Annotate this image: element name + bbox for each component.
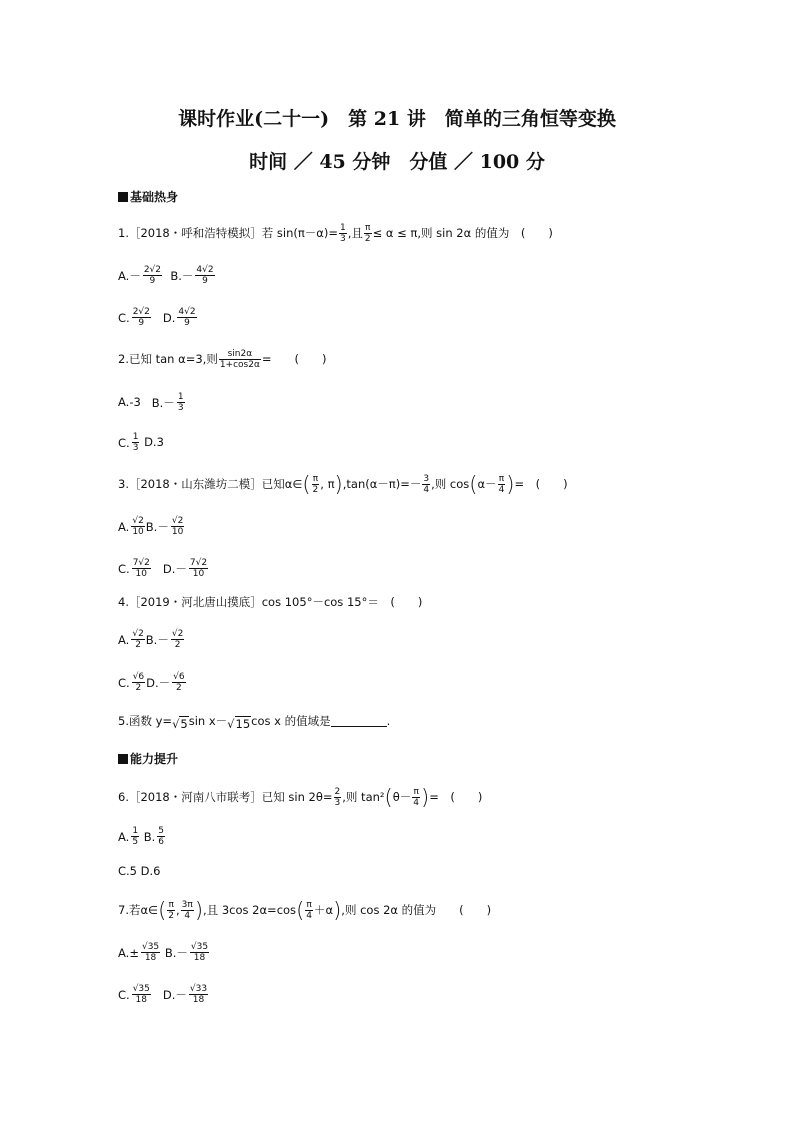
q7-option-d-frac [189,984,208,1005]
q1-stem-c: ≤ α ≤ π,则 sin 2α 的值为 ( ) [372,226,553,240]
q6-option-b-label: B. [143,829,156,844]
q3-stem-d: ,则 cos [431,477,470,491]
q4-a-num: √2 [132,629,144,639]
q1-a-num: 2√2 [143,265,162,275]
q2-options-cd [118,432,164,453]
q6-frac-1 [334,787,342,808]
q7-option-d-label: D.－ [162,987,187,1002]
q1-option-b-label: B.－ [170,268,194,283]
q5-stem-c: cos x 的值域是 [251,714,331,728]
q3-a-num: √2 [132,516,144,526]
q5-sqrt-2-radicand: 15 [235,717,251,731]
q4-c-num: √6 [132,672,145,682]
q3-stem-c: ,tan(α－π)=－ [342,477,422,491]
question-6 [118,787,482,808]
q1-options-ab [118,265,216,286]
q3-option-a-label: A. [118,519,130,534]
q3-option-d-label: D.－ [162,561,187,576]
q6-frac-2 [412,787,420,808]
section-advanced-label: 能力提升 [130,752,179,766]
q7-option-c-frac [132,984,151,1005]
q5-sqrt-1-radicand: 5 [180,717,188,731]
q7-frac-3 [305,900,313,921]
q1-option-d-frac [177,307,196,328]
q7-paren2-open: ( [296,898,305,923]
q1-b-num: 4√2 [196,265,214,275]
section-basic [118,188,178,205]
q6-paren-open: ( [384,785,393,810]
q3-paren2-close: ) [506,472,515,497]
question-4: 4.［2019・河北唐山摸底］cos 105°－cos 15°＝ ( ) [118,595,423,609]
q1-d-den: 9 [184,318,190,328]
q4-d-num: √6 [173,672,185,682]
q7-stem-a: 7.若α∈ [118,903,159,917]
q4-c-den: 2 [135,683,142,693]
q4-b-num: √2 [171,629,184,639]
q1-stem-b: ,且 [347,226,363,240]
q2-stem-a: 2.已知 tan α=3,则 [118,352,218,366]
q3-option-b-label: B.－ [145,519,169,534]
q4-options-cd [118,672,187,693]
q6-stem-a: 6.［2018・河南八市联考］已知 sin 2θ= [118,790,333,804]
q1-option-c-label: C. [118,310,130,325]
question-1 [118,223,553,244]
q6-frac-2-den: 4 [413,798,420,808]
q7-stem-d: ,则 cos 2α 的值为 ( ) [341,903,492,917]
q1-frac-1 [339,223,347,244]
q3-option-a-frac [131,516,144,537]
q6-frac-1-den: 3 [334,798,341,808]
q4-option-d-frac [172,672,185,693]
q3-frac-2-num: 3 [423,474,430,484]
q1-c-den: 9 [138,318,145,328]
q2-options-ab [118,392,186,413]
q2-c-den: 3 [132,443,139,453]
q3-option-b-frac [171,516,184,537]
q1-frac-1-num: 1 [339,223,346,233]
q4-option-d-label: D.－ [146,675,171,690]
section-advanced [118,750,178,767]
q7-paren-close: ) [194,898,204,923]
q3-frac-1-num: π [312,474,319,484]
q6-a-den: 5 [132,837,139,847]
q6-stem-b: ,则 tan² [342,790,385,804]
q3-c-den: 10 [135,569,147,579]
q3-paren2-open: ( [469,472,478,497]
page-subtitle: 时间 ／ 45 分钟 分值 ／ 100 分 [249,151,545,173]
q5-stem-b: sin x－ [188,714,228,728]
q4-a-den: 2 [135,640,141,650]
q3-option-c-frac [132,558,151,579]
q4-options-ab [118,629,185,650]
q3-option-d-frac [189,558,208,579]
q6-frac-1-num: 2 [334,787,341,797]
q7-option-a-frac [141,942,160,963]
q6-paren-close: ) [421,785,430,810]
q1-a-den: 9 [149,276,156,286]
question-2 [118,349,327,370]
square-bullet-icon [118,192,128,202]
q7-frac-3-num: π [306,900,312,910]
q3-frac-1 [312,474,320,495]
q2-option-c-label: C. [118,435,130,450]
q4-d-den: 2 [176,683,182,693]
q6-stem-d: = ( ) [429,790,483,804]
q5-sqrt-1: √5 [172,717,188,731]
q2-frac-num: sin2α [219,349,261,360]
q2-c-num: 1 [132,432,139,442]
q2-b-den: 3 [177,403,184,413]
q1-b-den: 9 [202,276,208,286]
q7-frac-1-num: π [168,900,174,910]
q6-option-b-frac [157,826,165,847]
q3-frac-3-num: π [498,474,505,484]
q4-b-den: 2 [174,640,181,650]
q2-option-b-frac [177,392,185,413]
q1-frac-2 [364,223,372,244]
q6-a-num: 1 [132,826,139,836]
q3-stem-e: α－ [477,477,497,491]
q7-b-den: 18 [193,953,206,963]
q7-frac-2-num: 3π [181,900,193,910]
q6-options-cd: C.5 D.6 [118,864,161,878]
q4-option-b-label: B.－ [145,632,169,647]
q6-frac-2-num: π [413,787,419,797]
q1-option-c-frac [132,307,151,328]
q6-option-a-frac [131,826,139,847]
q2-option-a: A.-3 [118,395,141,409]
q1-frac-2-num: π [365,223,371,233]
q7-a-num: √35 [141,942,160,952]
q3-b-num: √2 [171,516,184,526]
q3-options-ab [118,516,185,537]
q3-frac-2-den: 4 [423,485,430,495]
q7-frac-2-den: 4 [184,911,191,921]
q2-frac-den: 1+cos2α [219,360,260,370]
q4-option-a-frac [131,629,144,650]
q6-b-den: 6 [158,837,164,847]
q7-frac-3-den: 4 [306,911,312,921]
q2-b-num: 1 [177,392,184,402]
q1-frac-1-den: 3 [339,234,346,244]
q2-stem-b: = ( ) [261,352,327,366]
q3-stem-a: 3.［2018・山东潍坊二模］已知α∈ [118,477,303,491]
q1-option-b-frac [195,265,214,286]
q3-option-c-label: C. [118,561,130,576]
q7-a-den: 18 [144,953,157,963]
q1-c-num: 2√2 [132,307,150,317]
q6-b-num: 5 [158,826,164,836]
q7-frac-2 [181,900,194,921]
q7-frac-1 [167,900,175,921]
q7-stem-c: ＋α [314,903,334,917]
q4-option-a-label: A. [118,632,130,647]
q1-frac-2-den: 2 [364,234,371,244]
q3-frac-1-den: 2 [312,485,319,495]
q5-stem-d: . [386,714,391,728]
question-5 [118,713,390,732]
q2-frac [219,349,261,370]
q1-option-a-label: A.－ [118,268,141,283]
q7-d-den: 18 [192,995,205,1005]
q7-paren-open: ( [158,898,167,923]
question-7 [118,900,491,921]
q1-d-num: 4√2 [178,307,196,317]
question-3 [118,474,568,495]
q6-stem-c: θ－ [392,790,412,804]
q2-option-b-label: B.－ [151,395,175,410]
q7-b-num: √35 [190,942,209,952]
q3-stem-f: = ( ) [514,477,568,491]
q7-stem-b: ,且 3cos 2α=cos [203,903,297,917]
q7-frac-1-den: 2 [168,911,175,921]
q7-option-b-label: B.－ [164,945,188,960]
q7-d-num: √33 [189,984,208,994]
q4-option-c-label: C. [118,675,130,690]
q4-option-b-frac [171,629,184,650]
q1-options-cd [118,307,198,328]
q3-d-num: 7√2 [189,558,208,568]
q7-c-num: √35 [132,984,150,994]
square-bullet-icon [118,754,128,764]
q2-option-d: D.3 [144,435,164,449]
q7-options-cd [118,984,209,1005]
q7-option-b-frac [190,942,209,963]
q3-c-num: 7√2 [132,558,150,568]
q1-option-a-frac [143,265,162,286]
q7-c-den: 18 [135,995,147,1005]
q3-options-cd [118,558,209,579]
q5-sqrt-2: √15 [227,717,251,731]
q3-stem-b: , π [320,477,335,491]
section-basic-label: 基础热身 [130,190,179,204]
q7-option-a-label: A.± [118,945,139,960]
q3-a-den: 10 [132,527,144,537]
q6-option-a-label: A. [118,829,130,844]
q7-option-c-label: C. [118,987,130,1002]
q3-frac-3 [498,474,506,495]
q4-option-c-frac [132,672,145,693]
q3-frac-2 [422,474,430,495]
q3-d-den: 10 [192,569,205,579]
q3-paren-close: ) [334,472,343,497]
q3-frac-3-den: 4 [498,485,505,495]
q2-option-c-frac [132,432,140,453]
q3-paren-open: ( [302,472,311,497]
q1-option-d-label: D. [162,310,176,325]
q6-options-ab [118,826,166,847]
q7-paren2-close: ) [333,898,342,923]
q5-stem-a: 5.函数 y= [118,714,173,728]
q5-answer-blank[interactable] [331,714,387,727]
page-title: 课时作业(二十一) 第 21 讲 简单的三角恒等变换 [178,108,616,130]
q3-b-den: 10 [171,527,184,537]
q7-options-ab [118,942,210,963]
q1-stem-a: 1.［2018・呼和浩特模拟］若 sin(π－α)= [118,226,338,240]
q7-sep: , [176,903,180,917]
